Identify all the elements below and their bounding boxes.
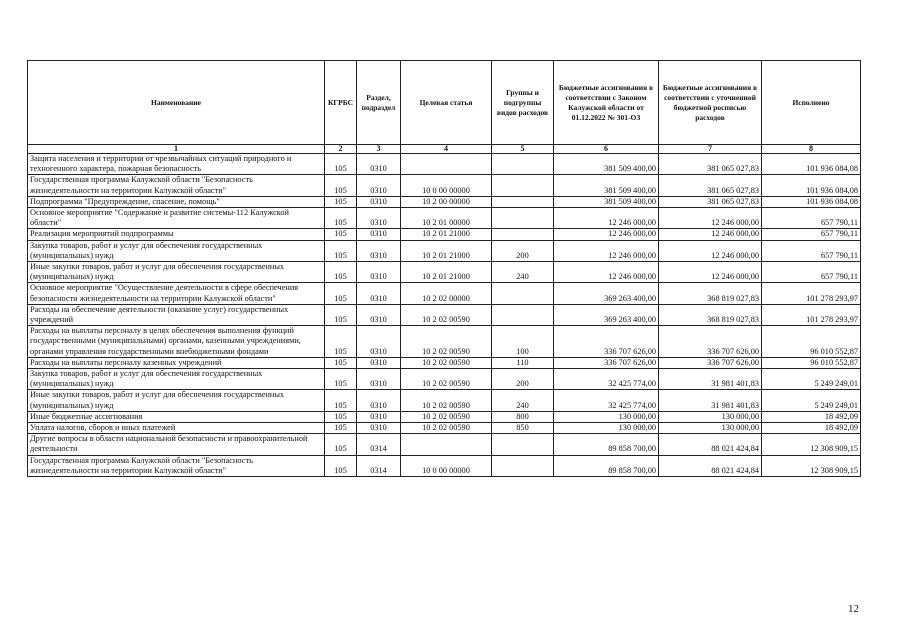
row-name-cell: Подпрограмма "Предупреждение, спасение, помощь" (28, 196, 325, 207)
section-cell: 0310 (357, 411, 401, 422)
table-row (28, 208, 861, 229)
table-row (28, 240, 861, 261)
executed-cell: 657 790,11 (762, 208, 861, 229)
expense-group-cell: 100 (492, 326, 554, 358)
table-body (28, 154, 861, 477)
executed-cell: 96 010 552,87 (762, 326, 861, 358)
column-number-row (28, 145, 861, 154)
target-article-cell: 10 2 02 00590 (401, 304, 492, 325)
executed-cell: 5 249 249,01 (762, 390, 861, 411)
section-cell: 0314 (357, 434, 401, 455)
target-article-cell: 10 2 01 21000 (401, 262, 492, 283)
expense-group-cell: 110 (492, 357, 554, 368)
column-number: 8 (762, 145, 861, 154)
row-name-cell: Расходы на выплаты персоналу в целях обеспечения выполнения функций государственными (муниципальными) органами, казенными учреждениями, органами управления государственными внебюджетными фондами (28, 326, 325, 358)
header-refined-allocations: Бюджетные ассигнования в соответствии с уточненной бюджетной росписью расходов (659, 61, 762, 145)
row-name-cell: Закупка товаров, работ и услуг для обеспечения государственных (муниципальных) нужд (28, 369, 325, 390)
executed-cell: 12 308 909,15 (762, 434, 861, 455)
law-allocation-cell: 89 858 700,00 (554, 455, 659, 476)
target-article-cell: 10 2 02 00590 (401, 326, 492, 358)
law-allocation-cell: 130 000,00 (554, 423, 659, 434)
row-name-cell: Закупка товаров, работ и услуг для обеспечения государственных (муниципальных) нужд (28, 240, 325, 261)
table-row (28, 196, 861, 207)
header-row (28, 61, 861, 145)
refined-allocation-cell: 381 065 027,83 (659, 175, 762, 196)
kgrbs-cell: 105 (325, 434, 357, 455)
table-row (28, 423, 861, 434)
table-row (28, 175, 861, 196)
kgrbs-cell: 105 (325, 196, 357, 207)
column-number: 3 (357, 145, 401, 154)
section-cell: 0310 (357, 240, 401, 261)
expense-group-cell (492, 304, 554, 325)
section-cell: 0310 (357, 175, 401, 196)
executed-cell: 101 936 084,08 (762, 175, 861, 196)
row-name-cell: Расходы на выплаты персоналу казенных учреждений (28, 357, 325, 368)
refined-allocation-cell: 381 065 027,83 (659, 154, 762, 175)
executed-cell: 657 790,11 (762, 262, 861, 283)
executed-cell: 101 278 293,97 (762, 283, 861, 304)
refined-allocation-cell: 88 021 424,84 (659, 434, 762, 455)
target-article-cell: 10 2 02 00590 (401, 357, 492, 368)
kgrbs-cell: 105 (325, 208, 357, 229)
target-article-cell: 10 2 02 00590 (401, 423, 492, 434)
refined-allocation-cell: 381 065 027,83 (659, 196, 762, 207)
column-number: 2 (325, 145, 357, 154)
table-row (28, 229, 861, 240)
table-row (28, 390, 861, 411)
column-number: 4 (401, 145, 492, 154)
refined-allocation-cell: 88 021 424,84 (659, 455, 762, 476)
kgrbs-cell: 105 (325, 229, 357, 240)
refined-allocation-cell: 12 246 000,00 (659, 240, 762, 261)
executed-cell: 101 936 084,08 (762, 196, 861, 207)
kgrbs-cell: 105 (325, 357, 357, 368)
law-allocation-cell: 12 246 000,00 (554, 229, 659, 240)
header-target-article: Целевая статья (401, 61, 492, 145)
row-name-cell: Государственная программа Калужской области "Безопасность жизнедеятельности на территории Калужской области" (28, 455, 325, 476)
refined-allocation-cell: 336 707 626,00 (659, 357, 762, 368)
expense-group-cell (492, 154, 554, 175)
column-number: 5 (492, 145, 554, 154)
law-allocation-cell: 381 509 400,00 (554, 175, 659, 196)
law-allocation-cell: 89 858 700,00 (554, 434, 659, 455)
kgrbs-cell: 105 (325, 411, 357, 422)
header-law-allocations: Бюджетные ассигнования в соответствии с Законом Калужской области от 01.12.2022 № 301-ОЗ (554, 61, 659, 145)
law-allocation-cell: 12 246 000,00 (554, 262, 659, 283)
target-article-cell: 10 2 02 00000 (401, 283, 492, 304)
target-article-cell (401, 154, 492, 175)
expense-group-cell: 240 (492, 262, 554, 283)
kgrbs-cell: 105 (325, 283, 357, 304)
kgrbs-cell: 105 (325, 154, 357, 175)
kgrbs-cell: 105 (325, 304, 357, 325)
executed-cell: 657 790,11 (762, 229, 861, 240)
section-cell: 0310 (357, 326, 401, 358)
column-number: 6 (554, 145, 659, 154)
executed-cell: 96 010 552,87 (762, 357, 861, 368)
expense-group-cell (492, 455, 554, 476)
section-cell: 0314 (357, 455, 401, 476)
law-allocation-cell: 12 246 000,00 (554, 208, 659, 229)
refined-allocation-cell: 31 981 401,83 (659, 369, 762, 390)
table-row (28, 154, 861, 175)
refined-allocation-cell: 12 246 000,00 (659, 262, 762, 283)
refined-allocation-cell: 130 000,00 (659, 411, 762, 422)
row-name-cell: Реализация мероприятий подпрограммы (28, 229, 325, 240)
law-allocation-cell: 336 707 626,00 (554, 326, 659, 358)
law-allocation-cell: 336 707 626,00 (554, 357, 659, 368)
header-expense-groups: Группы и подгруппы видов расходов (492, 61, 554, 145)
header-executed: Исполнено (762, 61, 861, 145)
target-article-cell: 10 2 02 00590 (401, 390, 492, 411)
law-allocation-cell: 32 425 774,00 (554, 390, 659, 411)
expense-group-cell (492, 229, 554, 240)
law-allocation-cell: 381 509 400,00 (554, 196, 659, 207)
column-number: 7 (659, 145, 762, 154)
kgrbs-cell: 105 (325, 369, 357, 390)
law-allocation-cell: 369 263 400,00 (554, 304, 659, 325)
refined-allocation-cell: 12 246 000,00 (659, 229, 762, 240)
law-allocation-cell: 12 246 000,00 (554, 240, 659, 261)
refined-allocation-cell: 368 819 027,83 (659, 304, 762, 325)
section-cell: 0310 (357, 154, 401, 175)
section-cell: 0310 (357, 369, 401, 390)
target-article-cell: 10 0 00 00000 (401, 455, 492, 476)
row-name-cell: Другие вопросы в области национальной безопасности и правоохранительной деятельности (28, 434, 325, 455)
row-name-cell: Уплата налогов, сборов и иных платежей (28, 423, 325, 434)
refined-allocation-cell: 368 819 027,83 (659, 283, 762, 304)
refined-allocation-cell: 31 981 401,83 (659, 390, 762, 411)
row-name-cell: Защита населения и территории от чрезвычайных ситуаций природного и техногенного характера, пожарная безопасность (28, 154, 325, 175)
expense-group-cell: 200 (492, 369, 554, 390)
target-article-cell: 10 2 01 21000 (401, 240, 492, 261)
target-article-cell (401, 434, 492, 455)
expense-group-cell: 850 (492, 423, 554, 434)
expense-group-cell (492, 208, 554, 229)
section-cell: 0310 (357, 196, 401, 207)
law-allocation-cell: 130 000,00 (554, 411, 659, 422)
row-name-cell: Иные бюджетные ассигнования (28, 411, 325, 422)
target-article-cell: 10 2 02 00590 (401, 411, 492, 422)
table-row (28, 455, 861, 476)
executed-cell: 101 936 084,08 (762, 154, 861, 175)
kgrbs-cell: 105 (325, 240, 357, 261)
section-cell: 0310 (357, 262, 401, 283)
executed-cell: 18 492,09 (762, 423, 861, 434)
executed-cell: 18 492,09 (762, 411, 861, 422)
table-row (28, 262, 861, 283)
section-cell: 0310 (357, 357, 401, 368)
table-row (28, 283, 861, 304)
refined-allocation-cell: 336 707 626,00 (659, 326, 762, 358)
page-number: 12 (848, 603, 859, 615)
expense-group-cell (492, 175, 554, 196)
kgrbs-cell: 105 (325, 455, 357, 476)
expense-group-cell (492, 196, 554, 207)
header-section: Раздел, подраздел (357, 61, 401, 145)
target-article-cell: 10 2 00 00000 (401, 196, 492, 207)
table-row (28, 411, 861, 422)
row-name-cell: Государственная программа Калужской области "Безопасность жизнедеятельности на территории Калужской области" (28, 175, 325, 196)
table-row (28, 369, 861, 390)
row-name-cell: Иные закупки товаров, работ и услуг для обеспечения государственных (муниципальных) нужд (28, 262, 325, 283)
section-cell: 0310 (357, 423, 401, 434)
executed-cell: 101 278 293,97 (762, 304, 861, 325)
row-name-cell: Иные закупки товаров, работ и услуг для обеспечения государственных (муниципальных) нужд (28, 390, 325, 411)
target-article-cell: 10 2 01 21000 (401, 229, 492, 240)
executed-cell: 5 249 249,01 (762, 369, 861, 390)
section-cell: 0310 (357, 208, 401, 229)
table-row (28, 357, 861, 368)
kgrbs-cell: 105 (325, 390, 357, 411)
kgrbs-cell: 105 (325, 423, 357, 434)
target-article-cell: 10 2 01 00000 (401, 208, 492, 229)
executed-cell: 657 790,11 (762, 240, 861, 261)
expense-group-cell (492, 434, 554, 455)
budget-table (27, 60, 861, 477)
section-cell: 0310 (357, 229, 401, 240)
expense-group-cell: 200 (492, 240, 554, 261)
section-cell: 0310 (357, 390, 401, 411)
header-kgrbs: КГРБС (325, 61, 357, 145)
column-number: 1 (28, 145, 325, 154)
law-allocation-cell: 369 263 400,00 (554, 283, 659, 304)
section-cell: 0310 (357, 304, 401, 325)
section-cell: 0310 (357, 283, 401, 304)
header-name: Наименование (28, 61, 325, 145)
refined-allocation-cell: 130 000,00 (659, 423, 762, 434)
expense-group-cell: 800 (492, 411, 554, 422)
row-name-cell: Расходы на обеспечение деятельности (оказание услуг) государственных учреждений (28, 304, 325, 325)
expense-group-cell: 240 (492, 390, 554, 411)
refined-allocation-cell: 12 246 000,00 (659, 208, 762, 229)
expense-group-cell (492, 283, 554, 304)
row-name-cell: Основное мероприятие "Содержание и развитие системы-112 Калужской области" (28, 208, 325, 229)
kgrbs-cell: 105 (325, 326, 357, 358)
budget-table-sheet (27, 60, 860, 477)
kgrbs-cell: 105 (325, 262, 357, 283)
law-allocation-cell: 381 509 400,00 (554, 154, 659, 175)
law-allocation-cell: 32 425 774,00 (554, 369, 659, 390)
target-article-cell: 10 2 02 00590 (401, 369, 492, 390)
table-row (28, 304, 861, 325)
kgrbs-cell: 105 (325, 175, 357, 196)
table-row (28, 434, 861, 455)
table-row (28, 326, 861, 358)
target-article-cell: 10 0 00 00000 (401, 175, 492, 196)
executed-cell: 12 308 909,15 (762, 455, 861, 476)
row-name-cell: Основное мероприятие "Осуществление деятельности в сфере обеспечения безопасности жизнедеятельности на территории Калужской области" (28, 283, 325, 304)
